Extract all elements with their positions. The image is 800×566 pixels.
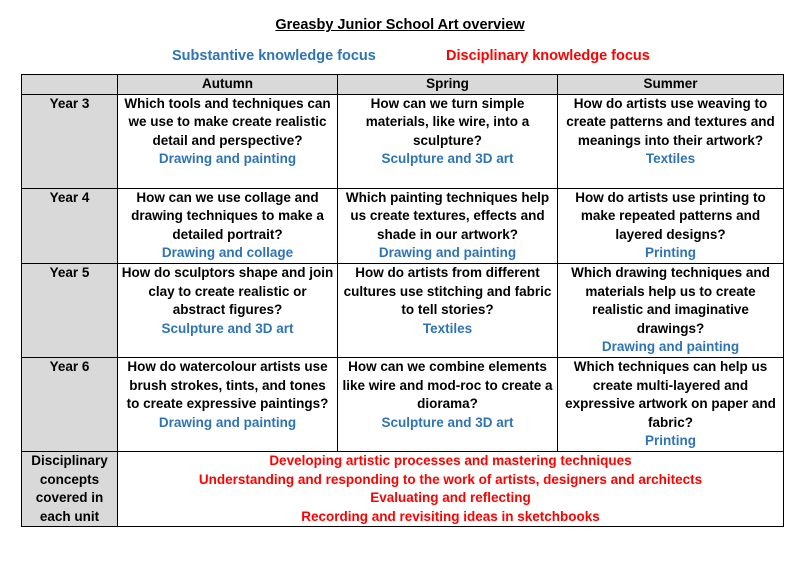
substantive-legend: Substantive knowledge focus [172, 48, 376, 64]
unit-cell-autumn [118, 188, 338, 263]
table-row-year-3 [22, 94, 784, 188]
table-row-disciplinary [22, 451, 784, 526]
unit-question: How can we turn simple materials, like wire, into a sculpture? [365, 95, 530, 148]
unit-question: How can we combine elements like wire and mod-roc to create a diorama? [342, 358, 553, 412]
unit-focus: Textiles [645, 151, 696, 167]
header-autumn: Autumn [118, 75, 338, 95]
header-row [22, 75, 784, 95]
unit-cell-spring [338, 94, 558, 188]
unit-focus: Printing [645, 433, 696, 449]
disciplinary-legend: Disciplinary knowledge focus [446, 48, 650, 64]
unit-question: How do artists use printing to make repeated patterns and layered designs? [575, 189, 766, 242]
unit-question: Which drawing techniques and materials help us to create realistic and imaginative drawings? [571, 264, 770, 336]
unit-question: How do artists use weaving to create patterns and textures and meanings into their artwork? [566, 95, 775, 148]
unit-focus: Sculpture and 3D art [381, 414, 514, 430]
unit-focus: Drawing and painting [601, 339, 740, 355]
year-label: Year 4 [22, 188, 118, 263]
unit-focus: Printing [645, 245, 696, 261]
concept-item: Developing artistic processes and mastering techniques [269, 452, 632, 468]
header-summer: Summer [558, 75, 784, 95]
unit-cell-spring [338, 263, 558, 357]
unit-focus: Sculpture and 3D art [381, 151, 514, 167]
unit-cell-spring [338, 188, 558, 263]
table-row-year-4 [22, 188, 784, 263]
unit-focus: Drawing and painting [158, 414, 297, 430]
year-label: Year 3 [22, 94, 118, 188]
concept-item: Recording and revisiting ideas in sketchbooks [301, 508, 600, 524]
unit-question: How do sculptors shape and join clay to create realistic or abstract figures? [121, 264, 334, 318]
unit-question: How do watercolour artists use brush strokes, tints, and tones to create expressive paintings? [126, 358, 329, 412]
unit-cell-summer [558, 263, 784, 357]
unit-focus: Textiles [422, 320, 473, 336]
year-label: Year 6 [22, 357, 118, 451]
unit-question: Which techniques can help us create multi-layered and expressive artwork on paper and fabric? [565, 358, 776, 430]
unit-question: How can we use collage and drawing techniques to make a detailed portrait? [131, 189, 324, 242]
unit-cell-spring [338, 357, 558, 451]
unit-cell-summer [558, 188, 784, 263]
table-row-year-6 [22, 357, 784, 451]
concept-item: Understanding and responding to the work of artists, designers and architects [198, 471, 703, 487]
header-spring: Spring [338, 75, 558, 95]
unit-cell-autumn [118, 94, 338, 188]
disciplinary-concepts-cell [118, 451, 784, 526]
unit-focus: Drawing and collage [161, 245, 294, 261]
unit-focus: Drawing and painting [378, 245, 517, 261]
unit-focus: Drawing and painting [158, 151, 297, 167]
art-overview-table [21, 74, 784, 527]
unit-question: Which tools and techniques can we use to make create realistic detail and perspective? [124, 95, 331, 148]
unit-question: How do artists from different cultures use stitching and fabric to tell stories? [343, 264, 552, 318]
year-label: Year 5 [22, 263, 118, 357]
unit-cell-summer [558, 94, 784, 188]
table-row-year-5 [22, 263, 784, 357]
header-corner [22, 75, 118, 95]
disciplinary-label: Disciplinary concepts covered in each unit [22, 451, 118, 526]
page-title: Greasby Junior School Art overview [275, 17, 525, 33]
unit-cell-autumn [118, 357, 338, 451]
unit-cell-summer [558, 357, 784, 451]
unit-question: Which painting techniques help us create textures, effects and shade in our artwork? [345, 189, 550, 242]
unit-cell-autumn [118, 263, 338, 357]
unit-focus: Sculpture and 3D art [161, 320, 294, 336]
concept-item: Evaluating and reflecting [370, 490, 531, 506]
